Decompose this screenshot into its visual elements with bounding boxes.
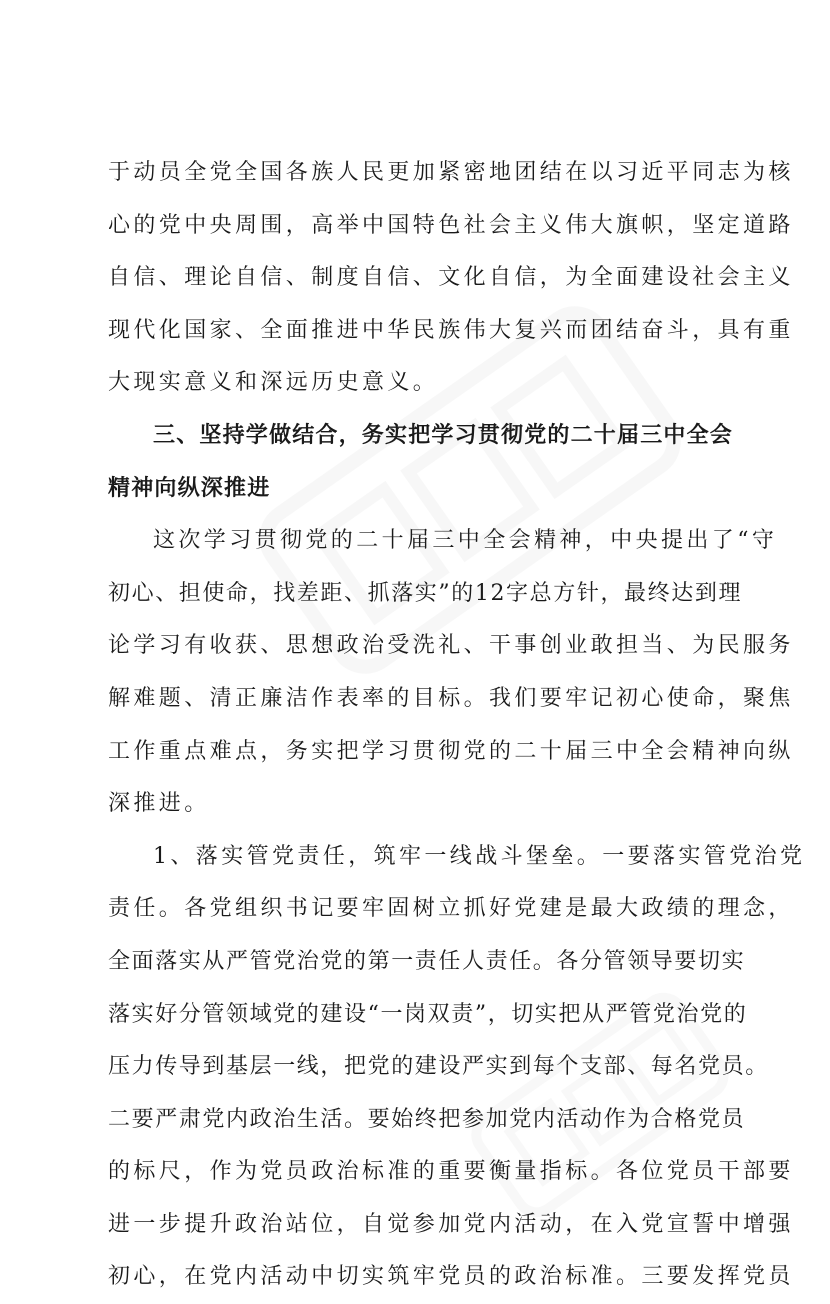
text-line: 初心、担使命，找差距、抓落实”的12字总方针，最终达到理 [108,580,743,606]
text-line: 二要严肃党内政治生活。要始终把参加党内活动作为合格党员 [108,1106,746,1132]
text-line: 大现实意义和深远历史意义。 [108,370,439,396]
text-line: 责任。各党组织书记要牢固树立抓好党建是最大政绩的理念， [108,896,794,922]
text-line: 自信、理论自信、制度自信、文化自信，为全面建设社会主义 [108,265,794,291]
text-line: 解难题、清正廉洁作表率的目标。我们要牢记初心使命，聚焦 [108,685,794,711]
text-line: 落实好分管领域党的建设“一岗双责”，切实把从严管党治党的 [108,1001,748,1027]
document-body [108,147,806,1304]
text-line: 深推进。 [108,791,210,817]
text-line: 初心，在党内活动中切实筑牢党员的政治标准。三要发挥党员 [108,1264,794,1290]
text-line: 于动员全党全国各族人民更加紧密地团结在以习近平同志为核 [108,160,794,185]
section-heading: 三、坚持学做结合，务实把学习贯彻党的二十届三中全会 [153,422,734,448]
text-line: 心的党中央周围，高举中国特色社会主义伟大旗帜，坚定道路 [108,212,794,238]
text-line: 的标尺，作为党员政治标准的重要衡量指标。各位党员干部要 [108,1159,794,1185]
text-line: 全面落实从严管党治党的第一责任人责任。各分管领导要切实 [108,948,746,974]
text-line: 工作重点难点，务实把学习贯彻党的二十届三中全会精神向纵 [108,738,794,764]
paragraph-first-line: 这次学习贯彻党的二十届三中全会精神，中央提出了“守 [153,528,778,554]
text-line: 现代化国家、全面推进中华民族伟大复兴而团结奋斗，具有重 [108,317,794,343]
paragraph-first-line: 1、落实管党责任，筑牢一线战斗堡垒。一要落实管党治党 [153,843,806,869]
section-heading-continued: 精神向纵深推进 [108,475,271,501]
text-line: 论学习有收获、思想政治受洗礼、干事创业敢担当、为民服务 [108,633,794,659]
text-line: 进一步提升政治站位，自觉参加党内活动，在入党宣誓中增强 [108,1211,794,1237]
text-line: 压力传导到基层一线，把党的建设严实到每个支部、每名党员。 [108,1054,769,1080]
